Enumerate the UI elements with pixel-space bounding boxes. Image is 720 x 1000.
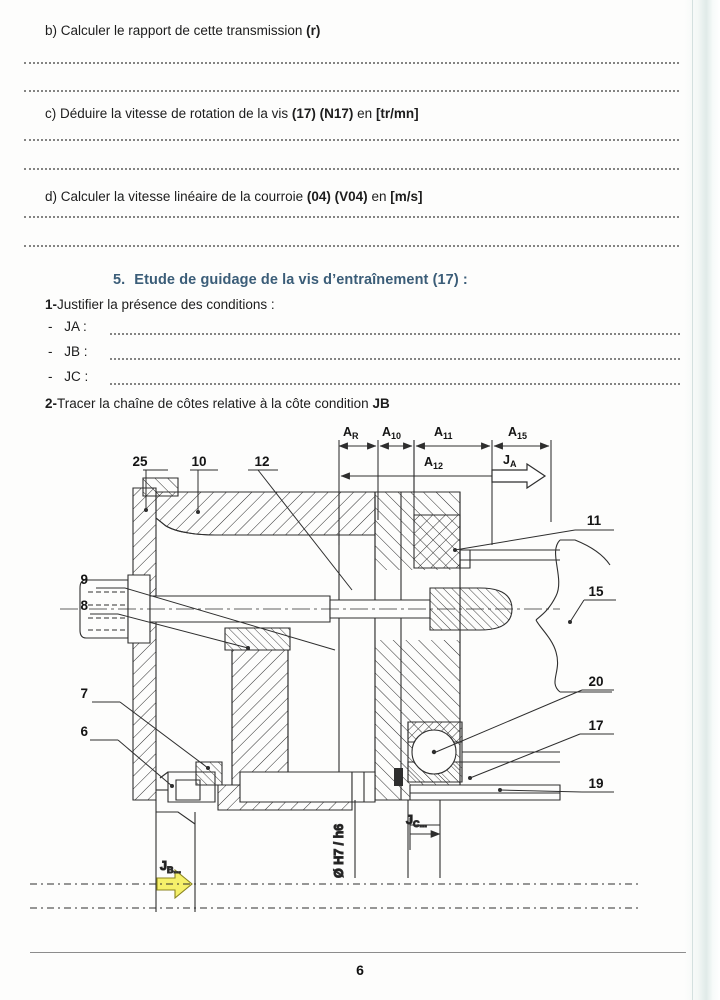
answer-line-d2[interactable]	[24, 243, 679, 247]
task-1-text: Justifier la présence des conditions :	[57, 297, 275, 312]
condition-jb	[48, 344, 88, 359]
dim-label-a12	[424, 455, 443, 471]
dim-label-ar	[343, 425, 359, 441]
bottom-assembly	[156, 762, 560, 802]
jb-annotation	[156, 800, 195, 912]
dim-ja-base: J	[503, 453, 510, 467]
technical-drawing	[0, 400, 720, 930]
task-1	[45, 297, 275, 312]
part-label-10: 10	[191, 454, 207, 469]
question-c-letter: c)	[45, 106, 57, 121]
dim-label-a10	[382, 425, 401, 441]
dim-a11-base: A	[434, 425, 444, 439]
part-label-17: 17	[588, 718, 604, 733]
fit-tolerance-label: Ø H7 / h6	[332, 823, 346, 878]
question-d	[45, 189, 422, 205]
dim-a11-sub: 11	[443, 431, 453, 441]
question-c	[45, 106, 419, 122]
condition-ja	[48, 319, 87, 334]
dim-a15-sub: 15	[517, 431, 528, 441]
question-c-bold: (17) (N17)	[291, 106, 354, 121]
dim-label-ja	[503, 453, 517, 469]
part-label-20: 20	[588, 674, 604, 689]
fit-tolerance-annotation	[332, 800, 355, 878]
question-c-text: Déduire la vitesse de rotation de la vis	[60, 106, 292, 121]
part-label-7: 7	[80, 686, 88, 701]
jc-sub: C...	[412, 819, 427, 829]
section-5-heading	[113, 272, 468, 288]
dim-a10-base: A	[382, 425, 392, 439]
dim-ja-sub: A	[509, 459, 517, 469]
jb-label	[160, 859, 181, 875]
condition-ja-dash: -	[48, 319, 53, 334]
dim-ar-sub: R	[352, 431, 359, 441]
dim-a15-base: A	[508, 425, 518, 439]
condition-jc-label: JC :	[64, 369, 89, 384]
answer-line-jc[interactable]	[110, 381, 680, 385]
jb-sub: B...	[166, 865, 181, 875]
dim-a12-base: A	[424, 455, 434, 469]
ball-bearing	[408, 722, 560, 782]
question-c-bold2: [tr/mn]	[375, 106, 419, 121]
part-label-9: 9	[80, 572, 88, 587]
question-d-letter: d)	[45, 189, 58, 204]
jc-base: J	[406, 813, 413, 827]
part-label-15: 15	[588, 584, 604, 599]
answer-line-c2[interactable]	[24, 166, 679, 170]
dim-label-a11	[434, 425, 453, 441]
condition-jb-label: JB :	[64, 344, 88, 359]
footer-divider	[30, 952, 686, 953]
page-number: 6	[356, 962, 364, 978]
part-label-12: 12	[254, 454, 270, 469]
answer-line-b1[interactable]	[24, 60, 679, 64]
question-d-bold: (04) (V04)	[306, 189, 368, 204]
answer-line-d1[interactable]	[24, 214, 679, 218]
jb-base: J	[160, 859, 167, 873]
question-d-bold2: [m/s]	[390, 189, 423, 204]
condition-ja-label: JA :	[64, 319, 87, 334]
answer-line-jb[interactable]	[110, 356, 680, 360]
task-1-number: 1-	[45, 297, 58, 312]
answer-line-ja[interactable]	[110, 331, 680, 335]
dim-a10-sub: 10	[391, 431, 402, 441]
part-label-25: 25	[132, 454, 148, 469]
task-2-bold: JB	[372, 396, 390, 411]
section-5-title: Etude de guidage de la vis d’entraînement (17) :	[134, 272, 468, 288]
question-d-text-after: en	[367, 189, 391, 204]
question-b-text: Calculer le rapport de cette transmission	[60, 23, 307, 38]
question-b-letter: b)	[45, 23, 58, 38]
condition-jc	[48, 369, 88, 384]
condition-jb-dash: -	[48, 344, 53, 359]
reference-centerlines	[30, 884, 640, 908]
jc-label	[406, 813, 427, 829]
answer-line-c1[interactable]	[24, 137, 679, 141]
task-2-text: Tracer la chaîne de côtes relative à la côte condition	[57, 396, 373, 411]
answer-line-b2[interactable]	[24, 88, 679, 92]
condition-jc-dash: -	[48, 369, 53, 384]
part-label-11: 11	[586, 513, 602, 528]
part-label-19: 19	[588, 776, 604, 791]
dim-a12-sub: 12	[433, 461, 444, 471]
part-label-6: 6	[80, 724, 88, 739]
question-d-text: Calculer la vitesse linéaire de la courroie	[60, 189, 307, 204]
screw-shaft	[60, 575, 560, 643]
jc-annotation	[406, 800, 440, 878]
task-2-number: 2-	[45, 396, 58, 411]
question-b-bold: (r)	[306, 23, 321, 38]
section-5-number: 5.	[113, 272, 126, 288]
question-b	[45, 23, 320, 39]
dim-label-a15	[508, 425, 527, 441]
part-label-8: 8	[80, 598, 88, 613]
question-c-text-after: en	[353, 106, 376, 121]
dim-ar-base: A	[343, 425, 353, 439]
